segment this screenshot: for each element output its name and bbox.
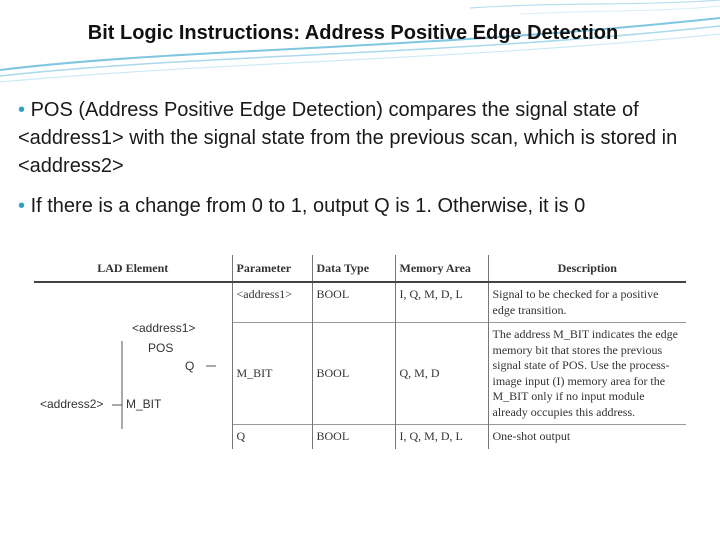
lad-q-label: Q	[185, 359, 195, 373]
column-header: Description	[488, 255, 686, 282]
bullet-marker: •	[18, 99, 26, 121]
column-header: Data Type	[312, 255, 395, 282]
slide-title: Bit Logic Instructions: Address Positive Edge Detection	[87, 22, 619, 44]
table-header-row	[34, 255, 686, 282]
table-cell-parameter: <address1>	[232, 282, 312, 323]
table-cell-description: One-shot output	[488, 425, 686, 449]
table-cell-description: Signal to be checked for a positive edge transition.	[488, 282, 686, 323]
bullet-text: If there is a change from 0 to 1, output Q is 1. Otherwise, it is 0	[30, 195, 586, 217]
lad-address2-label: <address2>	[40, 397, 104, 411]
column-header: LAD Element	[34, 255, 232, 282]
table-cell-memory-area: I, Q, M, D, L	[395, 282, 488, 323]
table-cell-description: The address M_BIT indicates the edge memory bit that stores the previous signal state of POS. Use the process-image input (I) memory area for the M_BIT only if no input module already occupies this address.	[488, 323, 686, 425]
bullet-item	[18, 192, 694, 220]
lad-mbit-label: M_BIT	[126, 397, 162, 411]
parameter-table	[34, 255, 686, 449]
column-header: Memory Area	[395, 255, 488, 282]
table-cell-data-type: BOOL	[312, 323, 395, 425]
bullet-item	[18, 96, 694, 180]
bullet-text: POS (Address Positive Edge Detection) compares the signal state of <address1> with the signal state from the previous scan, which is stored in <address2>	[18, 99, 678, 177]
column-header: Parameter	[232, 255, 312, 282]
table-cell-parameter: M_BIT	[232, 323, 312, 425]
table-cell-memory-area: I, Q, M, D, L	[395, 425, 488, 449]
table-cell-memory-area: Q, M, D	[395, 323, 488, 425]
bullet-list	[18, 96, 694, 232]
table-row	[34, 282, 686, 323]
lad-element-cell	[34, 282, 232, 449]
parameter-table-container	[34, 255, 686, 471]
table-cell-parameter: Q	[232, 425, 312, 449]
lad-address1-label: <address1>	[132, 321, 196, 335]
lad-pos-label: POS	[148, 341, 174, 355]
lad-pos-diagram	[34, 283, 232, 471]
header-swoosh-decoration	[0, 0, 720, 90]
table-cell-data-type: BOOL	[312, 282, 395, 323]
bullet-marker: •	[18, 195, 26, 217]
table-cell-data-type: BOOL	[312, 425, 395, 449]
